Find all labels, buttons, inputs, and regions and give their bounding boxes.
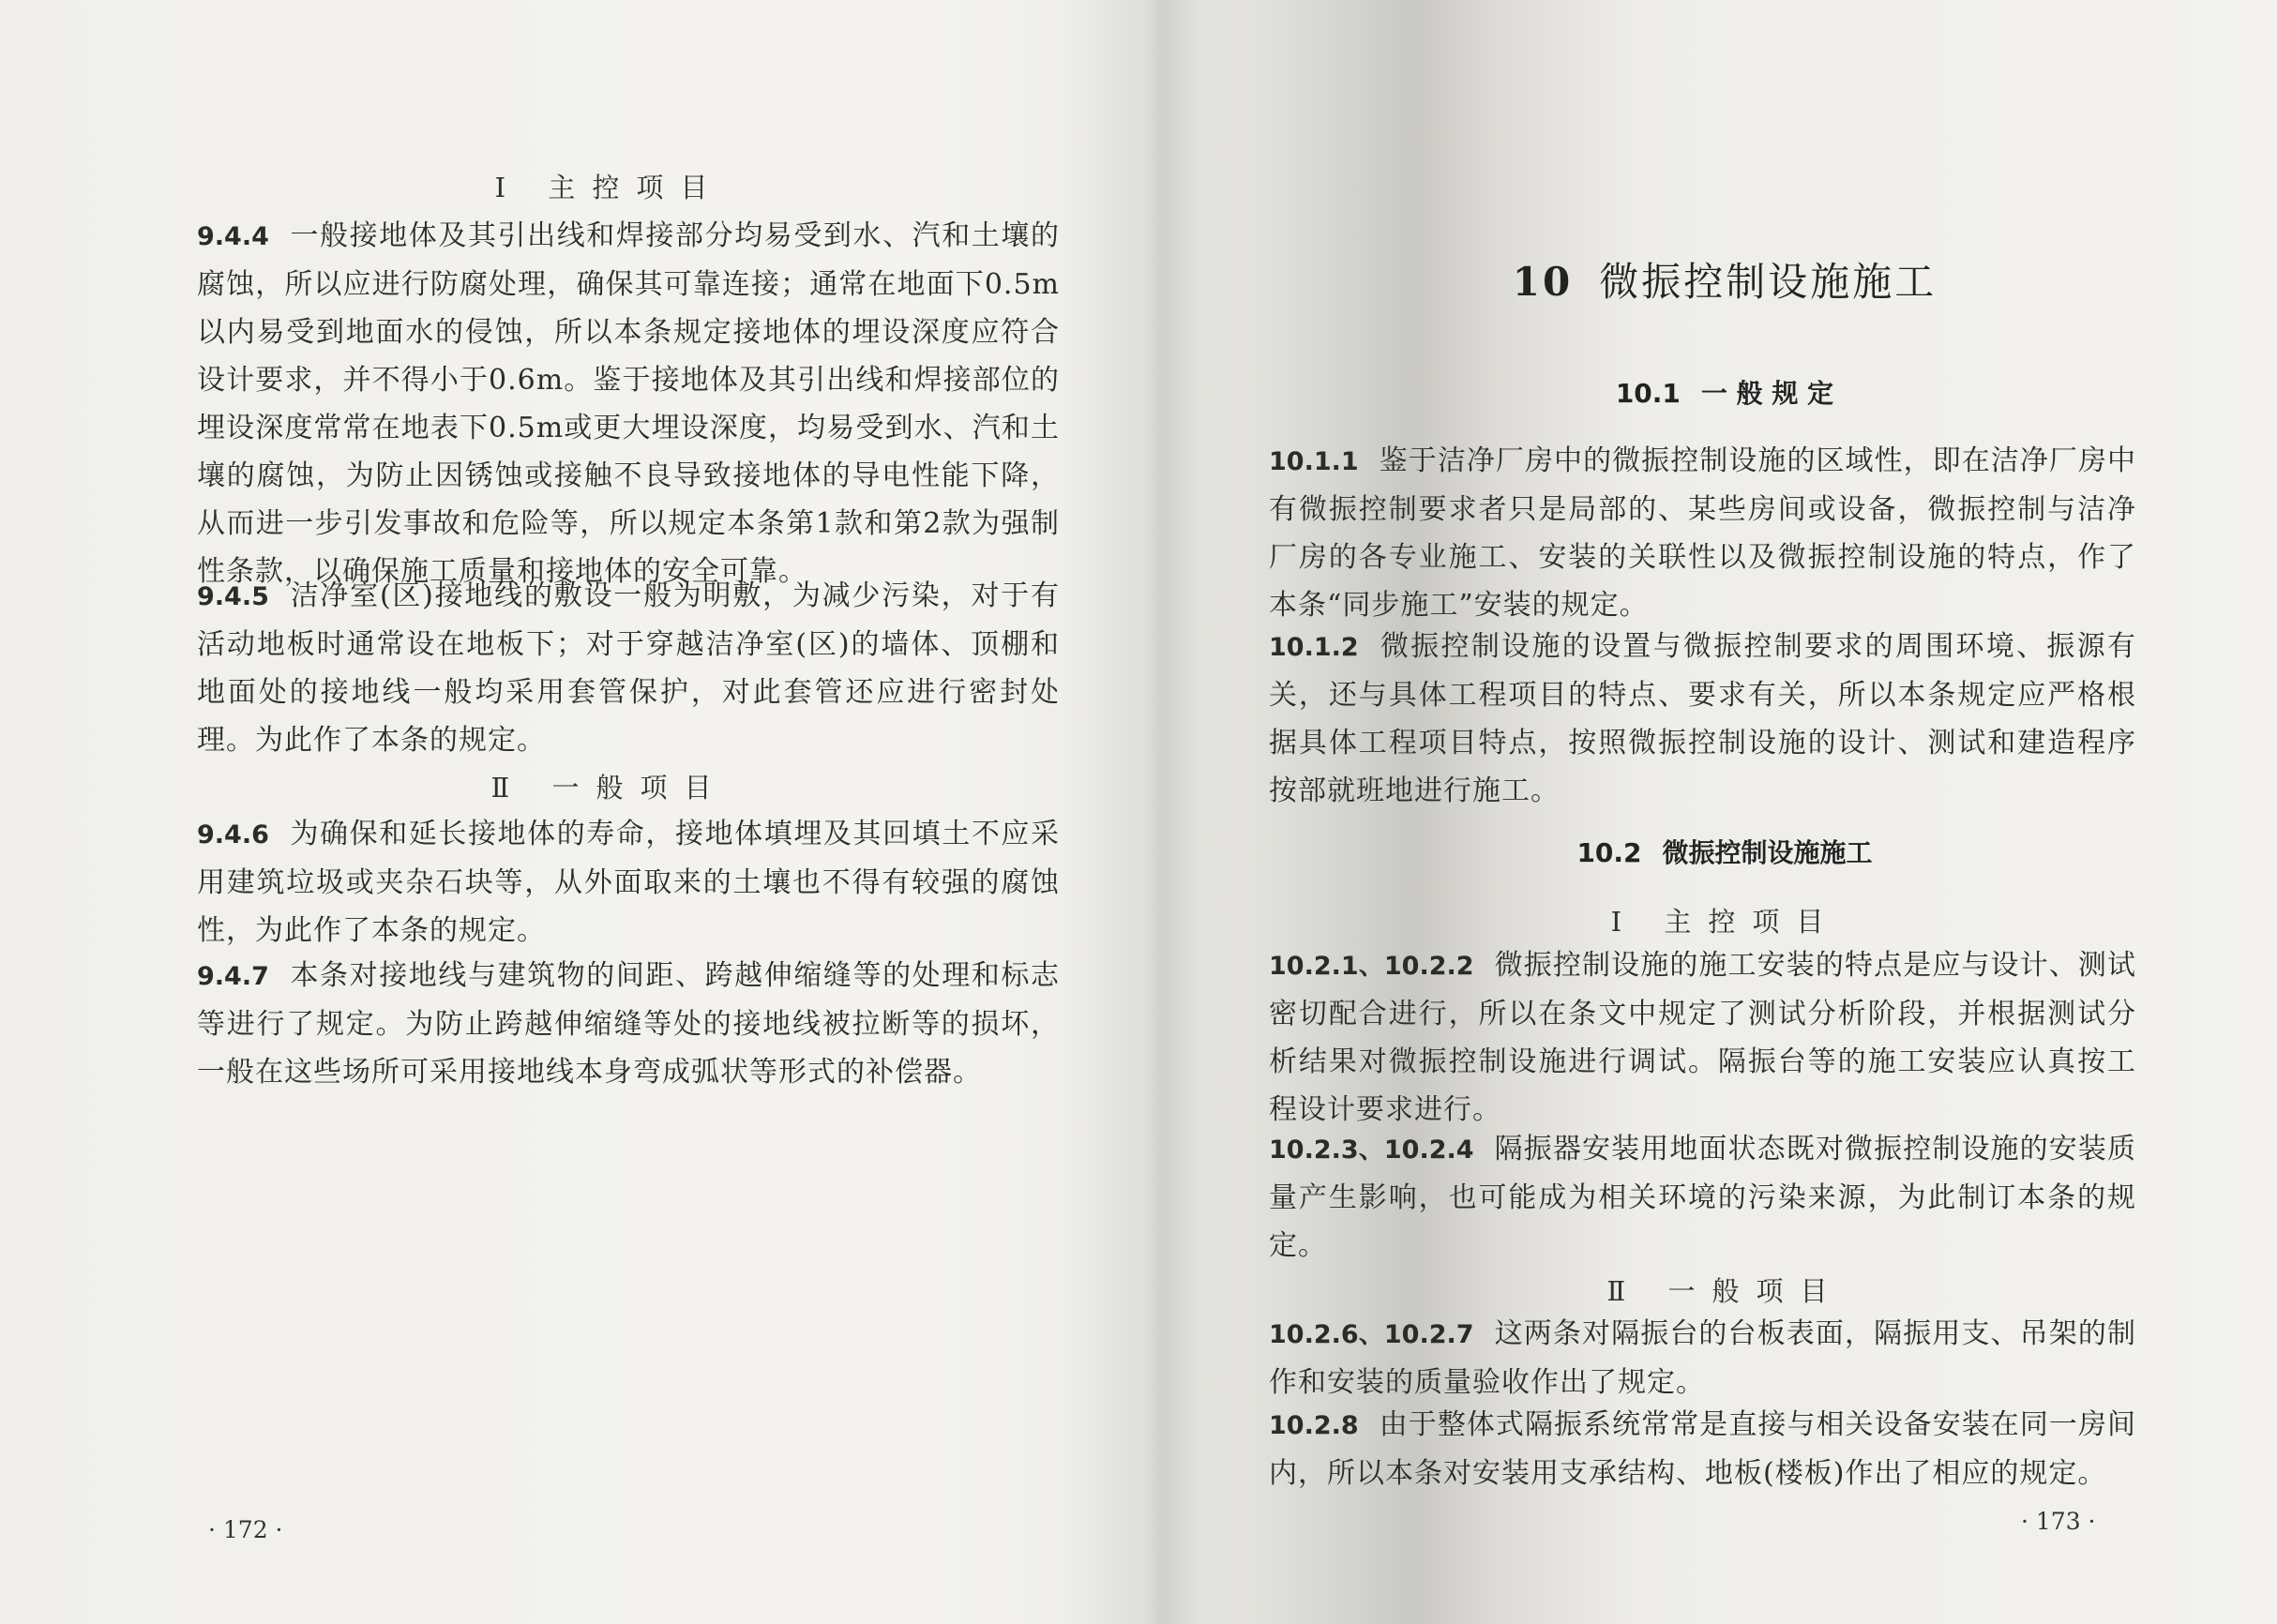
clause-10-2-3-4	[1269, 1125, 2136, 1270]
clause-number: 10.2.6、10.2.7	[1269, 1320, 1474, 1349]
right-page	[1172, 0, 2277, 1624]
chapter-number: 10	[1512, 259, 1574, 305]
left-page-number: · 172 ·	[208, 1516, 283, 1543]
section-title: 一 般 规 定	[1700, 378, 1834, 409]
clause-9-4-6	[197, 810, 1060, 955]
clause-number: 9.4.6	[197, 820, 269, 850]
clause-number: 9.4.7	[197, 962, 269, 991]
section-10-1-heading	[1172, 373, 2277, 411]
clause-number: 10.1.1	[1269, 447, 1359, 476]
left-page	[0, 0, 1116, 1624]
clause-number: 10.2.3、10.2.4	[1269, 1135, 1474, 1165]
section-number: 10.1	[1615, 378, 1681, 409]
clause-10-2-8	[1269, 1401, 2136, 1497]
clause-number: 10.2.1、10.2.2	[1269, 952, 1474, 981]
section-10-2-heading	[1172, 833, 2277, 870]
right-subhead-general-items: Ⅱ 一般项目	[1606, 1275, 1845, 1307]
clause-number: 9.4.4	[197, 222, 269, 251]
clause-text: 为确保和延长接地体的寿命，接地体填埋及其回填土不应采用建筑垃圾或夹杂石块等，从外面取来的土壤也不得有较强的腐蚀性，为此作了本条的规定。	[197, 818, 1060, 947]
clause-10-2-6-7	[1269, 1310, 2136, 1406]
right-subhead-main-control: Ⅰ 主控项目	[1610, 906, 1841, 938]
clause-number: 10.1.2	[1269, 633, 1359, 662]
clause-number: 10.2.8	[1269, 1411, 1359, 1440]
section-number: 10.2	[1576, 837, 1642, 868]
chapter-heading	[1172, 251, 2277, 308]
clause-text: 洁净室(区)接地线的敷设一般为明敷，为减少污染，对于有活动地板时通常设在地板下；对于穿越洁净室(区)的墙体、顶棚和地面处的接地线一般均采用套管保护，对此套管还应进行密封处理。为此作了本条的规定。	[197, 579, 1060, 757]
right-page-number: · 173 ·	[2021, 1508, 2096, 1535]
clause-text: 由于整体式隔振系统常常是直接与相关设备安装在同一房间内，所以本条对安装用支承结构、地板(楼板)作出了相应的规定。	[1269, 1408, 2136, 1490]
clause-10-1-2	[1269, 623, 2136, 815]
left-subhead-main-control: Ⅰ 主控项目	[494, 172, 725, 203]
chapter-title: 微振控制设施施工	[1599, 259, 1938, 305]
clause-9-4-5	[197, 572, 1060, 764]
clause-9-4-7	[197, 952, 1060, 1096]
clause-10-1-1	[1269, 437, 2136, 629]
clause-text: 本条对接地线与建筑物的间距、跨越伸缩缝等的处理和标志等进行了规定。为防止跨越伸缩缝等处的接地线被拉断等的损坏，一般在这些场所可采用接地线本身弯成弧状等形式的补偿器。	[197, 959, 1060, 1089]
clause-9-4-4	[197, 212, 1060, 595]
left-subhead-general-items: Ⅱ 一般项目	[490, 772, 729, 804]
clause-text: 鉴于洁净厂房中的微振控制设施的区域性，即在洁净厂房中有微振控制要求者只是局部的、某些房间或设备，微振控制与洁净厂房的各专业施工、安装的关联性以及微振控制设施的特点，作了本条“同步施工”安装的规定。	[1269, 444, 2136, 622]
clause-text: 这两条对隔振台的台板表面，隔振用支、吊架的制作和安装的质量验收作出了规定。	[1269, 1317, 2136, 1399]
clause-text: 微振控制设施的设置与微振控制要求的周围环境、振源有关，还与具体工程项目的特点、要求有关，所以本条规定应严格根据具体工程项目特点，按照微振控制设施的设计、测试和建造程序按部就班地进行施工。	[1269, 630, 2136, 807]
clause-text: 隔振器安装用地面状态既对微振控制设施的安装质量产生影响，也可能成为相关环境的污染来源，为此制订本条的规定。	[1269, 1133, 2136, 1262]
clause-text: 一般接地体及其引出线和焊接部分均易受到水、汽和土壤的腐蚀，所以应进行防腐处理，确保其可靠连接；通常在地面下0.5m以内易受到地面水的侵蚀，所以本条规定接地体的埋设深度应符合设计要求，并不得小于0.6m。鉴于接地体及其引出线和焊接部位的埋设深度常常在地表下0.5m或更大埋设深度，均易受到水、汽和土壤的腐蚀，为防止因锈蚀或接触不良导致接地体的导电性能下降，从而进一步引发事故和危险等，所以规定本条第1款和第2款为强制性条款，以确保施工质量和接地体的安全可靠。	[197, 219, 1060, 588]
clause-text: 微振控制设施的施工安装的特点是应与设计、测试密切配合进行，所以在条文中规定了测试分析阶段，并根据测试分析结果对微振控制设施进行调试。隔振台等的施工安装应认真按工程设计要求进行。	[1269, 949, 2136, 1126]
clause-10-2-1-2	[1269, 941, 2136, 1134]
clause-number: 9.4.5	[197, 582, 269, 611]
section-title: 微振控制设施施工	[1662, 837, 1873, 868]
